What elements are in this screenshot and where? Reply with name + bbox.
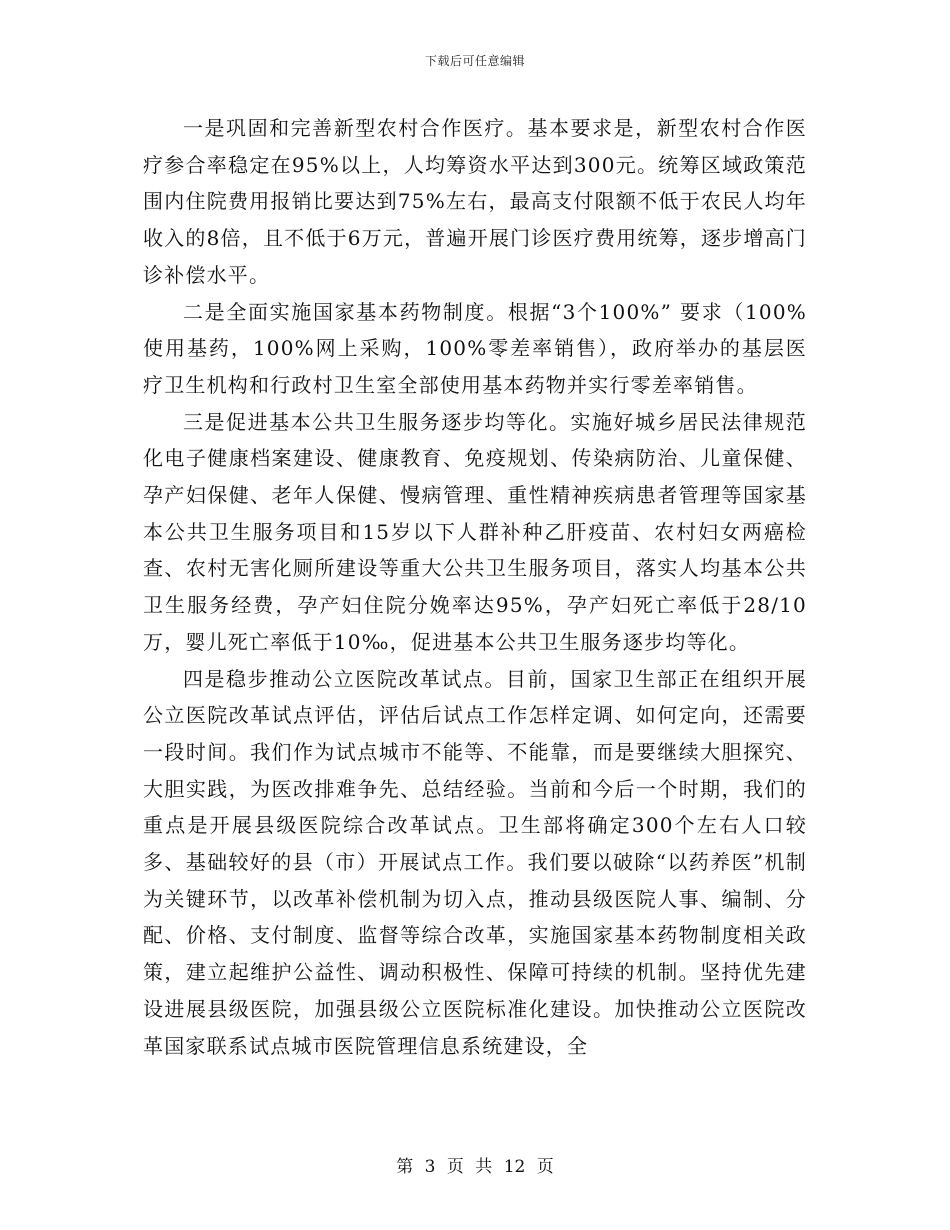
page-header: 下载后可任意编辑 xyxy=(424,54,525,68)
paragraph-2: 二是全面实施国家基本药物制度。根据“3个100%” 要求（100%使用基药，100%网上采购，100%零差率销售），政府举办的基层医疗卫生机构和行政村卫生室全部使用基本药物并实行零差率销售。 xyxy=(143,299,807,397)
paragraph-1: 一是巩固和完善新型农村合作医疗。基本要求是，新型农村合作医疗参合率稳定在95%以上，人均筹资水平达到300元。统筹区域政策范围内住院费用报销比要达到75%左右，最高支付限额不低于农民人均年收入的8倍，且不低于6万元，普遍开展门诊医疗费用统筹，逐步增高门诊补偿水平。 xyxy=(143,116,807,287)
document-body xyxy=(143,110,807,1064)
paragraph-4: 四是稳步推动公立医院改革试点。目前，国家卫生部正在组织开展公立医院改革试点评估，评估后试点工作怎样定调、如何定向，还需要一段时间。我们作为试点城市不能等、不能靠，而是要继续大胆探究、大胆实践，为医改排难争先、总结经验。当前和今后一个时期，我们的重点是开展县级医院综合改革试点。卫生部将确定300个左右人口较多、基础较好的县（市）开展试点工作。我们要以破除“以药养医”机制为关键环节，以改革补偿机制为切入点，推动县级医院人事、编制、分配、价格、支付制度、监督等综合改革，实施国家基本药物制度相关政策，建立起维护公益性、调动积极性、保障可持续的机制。坚持优先建设进展县级医院，加强县级公立医院标准化建设。加快推动公立医院改革国家联系试点城市医院管理信息系统建设，全 xyxy=(143,666,807,1058)
paragraph-3: 三是促进基本公共卫生服务逐步均等化。实施好城乡居民法律规范化电子健康档案建设、健康教育、免疫规划、传染病防治、儿童保健、孕产妇保健、老年人保健、慢病管理、重性精神疾病患者管理等国家基本公共卫生服务项目和15岁以下人群补种乙肝疫苗、农村妇女两癌检查、农村无害化厕所建设等重大公共卫生服务项目，落实人均基本公共卫生服务经费，孕产妇住院分娩率达95%，孕产妇死亡率低于28/10万，婴儿死亡率低于10‰，促进基本公共卫生服务逐步均等化。 xyxy=(143,409,807,654)
page-number-footer: 第 3 页 共 12 页 xyxy=(396,1157,554,1177)
